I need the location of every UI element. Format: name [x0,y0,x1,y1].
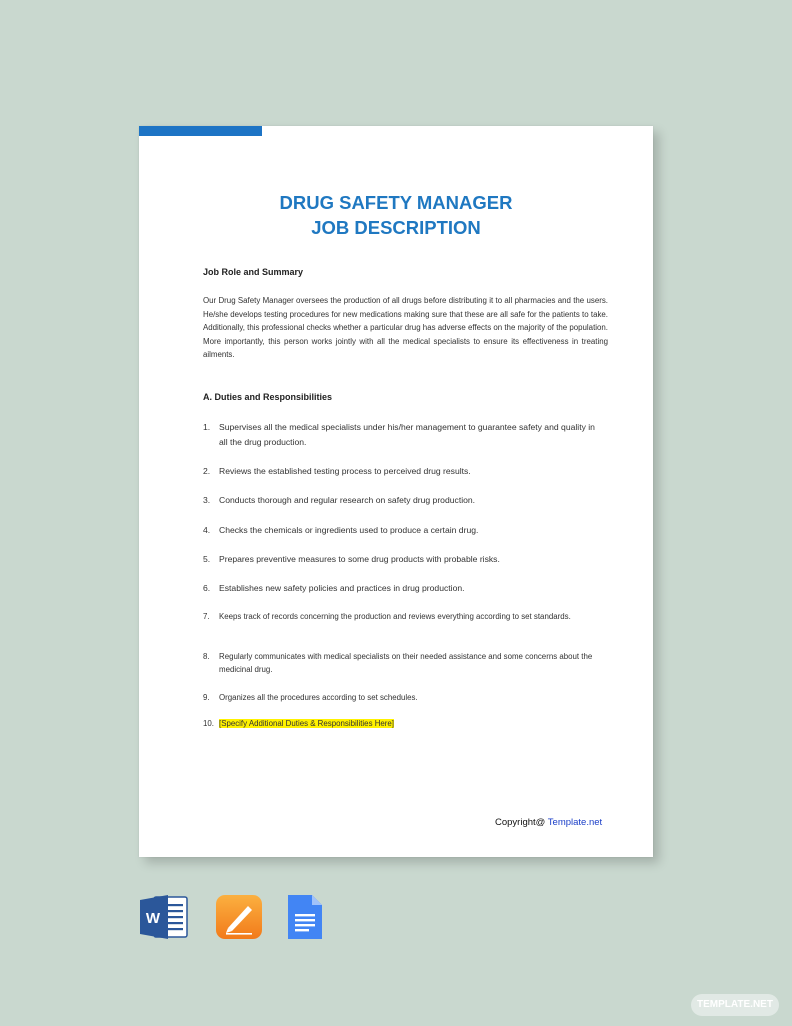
duty-text: Reviews the established testing process to perceived drug results. [219,466,471,476]
duty-text: Regularly communicates with medical specialists on their needed assistance and some concerns about the medicinal drug. [219,652,593,674]
duty-item [203,493,599,508]
duty-item [203,464,599,479]
svg-text:W: W [145,910,161,927]
duty-item [203,610,599,623]
summary-heading: Job Role and Summary [203,267,304,277]
duty-item [203,691,599,704]
placeholder-highlight: [Specify Additional Duties & Responsibilities Here] [219,719,394,728]
duty-number: 9. [203,693,210,702]
duty-text: Prepares preventive measures to some drug products with probable risks. [219,554,500,564]
duty-number: 6. [203,583,211,593]
duty-number: 2. [203,466,211,476]
duty-item [203,717,599,730]
duty-text: Establishes new safety policies and practices in drug production. [219,583,465,593]
title-line-2: JOB DESCRIPTION [311,217,481,238]
duty-item [203,581,599,596]
duty-item [203,552,599,567]
accent-bar [139,126,262,136]
duty-text: Checks the chemicals or ingredients used to produce a certain drug. [219,525,479,535]
pages-icon[interactable] [215,894,263,940]
duty-number: 10. [203,719,214,728]
duty-text: Supervises all the medical specialists under his/her management to guarantee safety and quality in all the drug production. [219,422,595,447]
duty-number: 1. [203,422,211,432]
duty-text: Conducts thorough and regular research on safety drug production. [219,495,476,505]
duty-item [203,523,599,538]
copyright-prefix: Copyright@ [495,817,548,828]
duty-text: Organizes all the procedures according to set schedules. [219,693,418,702]
duty-number: 8. [203,652,210,661]
duty-item [203,420,599,450]
document-page [139,126,653,857]
copyright-link[interactable]: Template.net [547,817,603,828]
duty-number: 7. [203,612,210,621]
word-icon[interactable] [140,894,188,940]
duty-number: 5. [203,554,211,564]
watermark-badge: TEMPLATE.NET [691,994,779,1016]
duty-text: Keeps track of records concerning the production and reviews everything according to set standards. [219,612,571,621]
copyright [495,817,602,828]
google-docs-icon[interactable] [280,894,328,940]
document-title [139,190,653,240]
duty-number: 3. [203,495,211,505]
summary-text: Our Drug Safety Manager oversees the production of all drugs before distributing it to all pharmacies and the users. He/she develops testing procedures for new medications making sure that these are all safe for the patients to take. Additionally, this professional checks whether a particular drug has adverse effects on the majority of the population. More importantly, this person works jointly with all the medical specialists to ensure its effectiveness in treating ailments. [203,296,608,359]
duty-item [203,650,599,676]
duties-heading: A. Duties and Responsibilities [203,392,333,402]
title-line-1: DRUG SAFETY MANAGER [279,192,513,213]
duty-number: 4. [203,525,211,535]
